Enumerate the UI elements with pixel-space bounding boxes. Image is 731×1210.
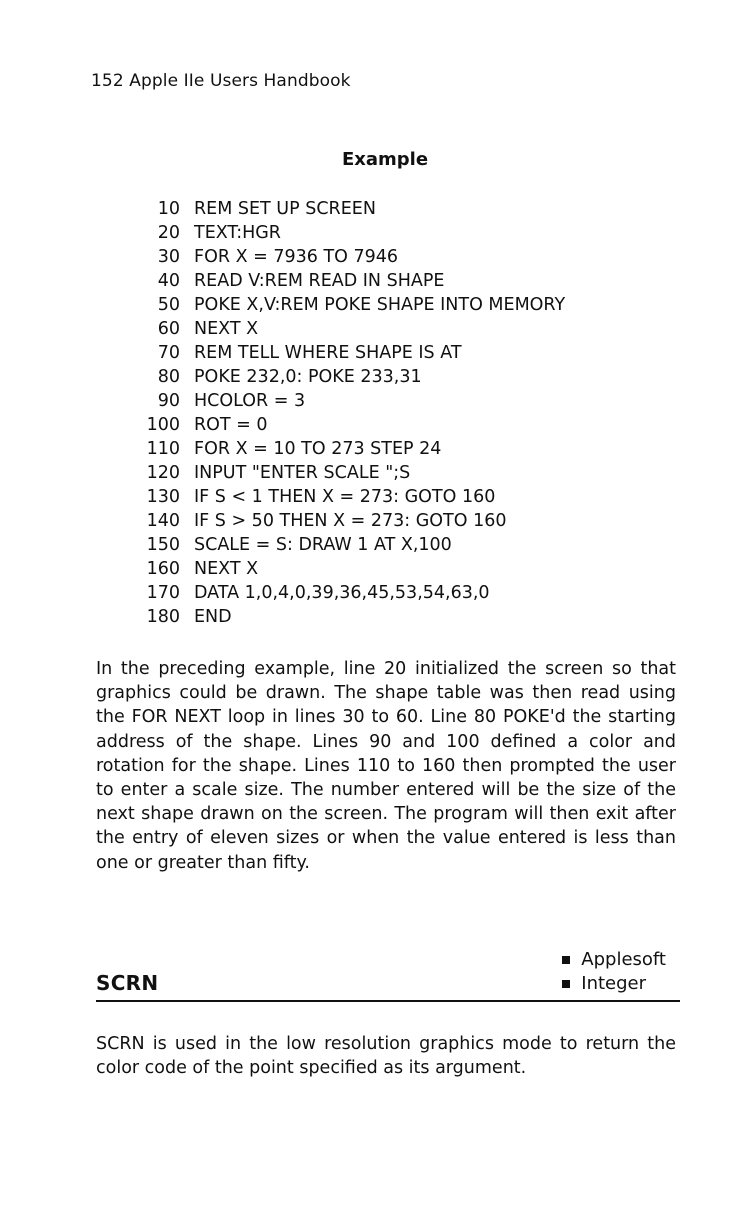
code-line [140,437,565,461]
code-line [140,533,565,557]
code-line [140,461,565,485]
line-number: 140 [146,511,180,531]
code-line [140,197,565,221]
line-number: 130 [146,487,180,507]
line-number: 160 [146,559,180,579]
square-bullet-icon [562,980,570,988]
code-text: TEXT:HGR [194,223,281,243]
running-header: 152 Apple IIe Users Handbook [91,71,351,91]
code-text: DATA 1,0,4,0,39,36,45,53,54,63,0 [194,583,490,603]
code-text: REM SET UP SCREEN [194,199,376,219]
square-bullet-icon [562,956,570,964]
code-listing [140,197,565,629]
code-line [140,581,565,605]
code-text: IF S > 50 THEN X = 273: GOTO 160 [194,511,507,531]
code-text: FOR X = 10 TO 273 STEP 24 [194,439,442,459]
explanation-paragraph: In the preceding example, line 20 initialized the screen so that graphics could be drawn. The shape table was then read using the FOR NEXT loop in lines 30 to 60. Line 80 POKE'd the starting address of the shape. Lines 90 and 100 defined a color and rotation for the shape. Lines 110 to 160 then prompted the user to enter a scale size. The number entered will be the size of the next shape drawn on the screen. The program will then exit after the entry of eleven sizes or when the value entered is less than one or greater than fifty. [96,659,676,873]
code-text: SCALE = S: DRAW 1 AT X,100 [194,535,452,555]
code-text: NEXT X [194,319,259,339]
code-line [140,269,565,293]
code-text: FOR X = 7936 TO 7946 [194,247,399,267]
code-line [140,221,565,245]
dialect-list [562,948,666,996]
line-number: 120 [146,463,180,483]
code-text: IF S < 1 THEN X = 273: GOTO 160 [194,487,496,507]
code-text: REM TELL WHERE SHAPE IS AT [194,343,462,363]
code-text: NEXT X [194,559,259,579]
command-description: SCRN is used in the low resolution graphics mode to return the color code of the point specified as its argument. [96,1034,676,1079]
code-line [140,245,565,269]
code-text: END [194,607,232,627]
line-number: 10 [157,199,180,219]
code-text: POKE X,V:REM POKE SHAPE INTO MEMORY [194,295,566,315]
command-title: SCRN [96,971,159,995]
line-number: 110 [146,439,180,459]
line-number: 80 [157,367,180,387]
code-line [140,293,565,317]
dialect-item-applesoft [562,948,666,972]
line-number: 170 [146,583,180,603]
code-text: READ V:REM READ IN SHAPE [194,271,445,291]
code-line [140,485,565,509]
code-line [140,605,565,629]
example-heading: Example [341,149,429,170]
code-text: HCOLOR = 3 [194,391,306,411]
line-number: 60 [157,319,180,339]
code-line [140,509,565,533]
dialect-item-integer [562,972,666,996]
line-number: 40 [157,271,180,291]
line-number: 90 [157,391,180,411]
code-line [140,365,565,389]
dialect-label: Applesoft [581,949,666,970]
code-line [140,557,565,581]
line-number: 70 [157,343,180,363]
line-number: 50 [157,295,180,315]
dialect-label: Integer [581,973,647,994]
code-text: ROT = 0 [194,415,268,435]
code-text: INPUT "ENTER SCALE ";S [194,463,411,483]
code-line [140,341,565,365]
code-line [140,413,565,437]
line-number: 100 [146,415,180,435]
code-line [140,317,565,341]
line-number: 150 [146,535,180,555]
code-text: POKE 232,0: POKE 233,31 [194,367,422,387]
line-number: 30 [157,247,180,267]
code-line [140,389,565,413]
section-divider [96,1000,680,1002]
line-number: 180 [146,607,180,627]
line-number: 20 [157,223,180,243]
command-heading-row [96,948,680,1000]
